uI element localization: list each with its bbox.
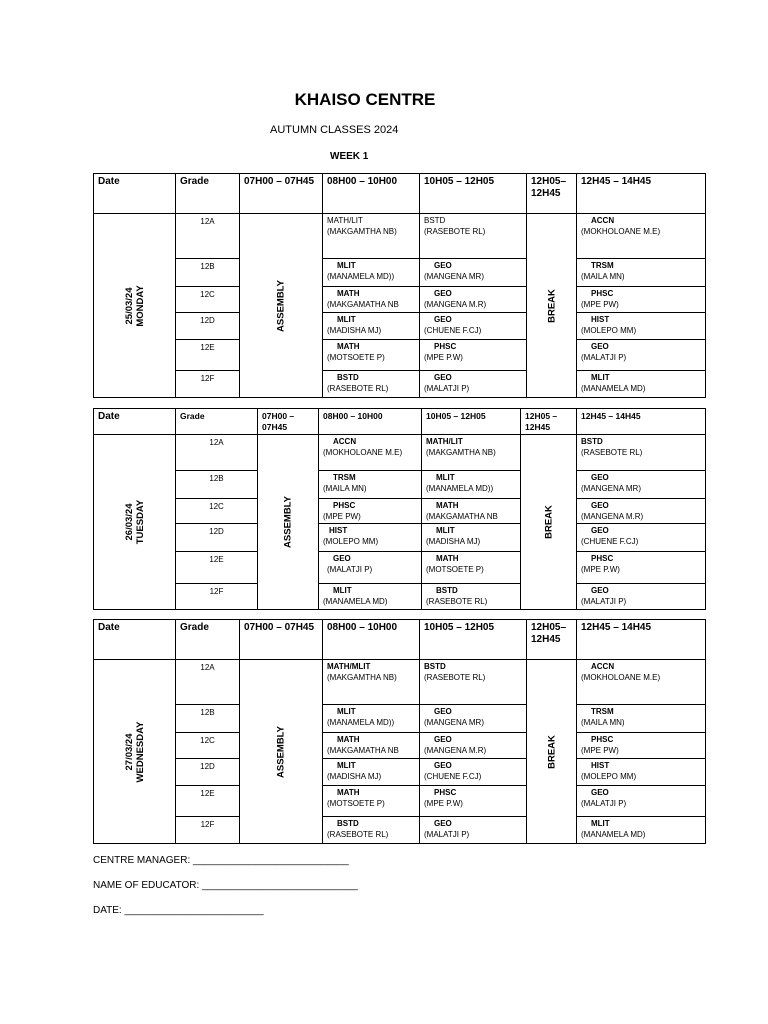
header-date: Date xyxy=(94,620,176,660)
table-row xyxy=(94,214,706,259)
table-row xyxy=(94,313,706,340)
teacher: (MOKHOLOANE M.E) xyxy=(581,673,661,682)
subject: BSTD xyxy=(424,216,446,225)
teacher: (MALATJI P) xyxy=(581,353,627,362)
lesson-cell xyxy=(577,584,706,610)
subject: ACCN xyxy=(333,437,357,446)
day-text: MONDAY xyxy=(134,284,146,327)
teacher: (MADISHA MJ) xyxy=(327,326,382,335)
teacher: (MAILA MN) xyxy=(323,484,367,493)
subject: GEO xyxy=(434,289,452,298)
table-row xyxy=(94,817,706,844)
subject: MLIT xyxy=(337,261,356,270)
header-period-0700: 07H00 – 07H45 xyxy=(240,174,323,214)
grade-cell: 12F xyxy=(176,371,240,398)
break-cell xyxy=(527,214,577,398)
teacher: (RASEBOTE RL) xyxy=(424,673,486,682)
lesson-cell xyxy=(319,435,422,471)
day-text: TUESDAY xyxy=(134,499,146,545)
grade-cell: 12D xyxy=(176,759,240,786)
subject: MLIT xyxy=(436,473,455,482)
subject: TRSM xyxy=(591,707,614,716)
teacher: (MALATJI P) xyxy=(581,597,627,606)
teacher: (RASEBOTE RL) xyxy=(424,227,486,236)
table-row xyxy=(94,371,706,398)
teacher: (MPE PW) xyxy=(581,746,619,755)
break-label: BREAK xyxy=(546,734,557,769)
subject: BSTD xyxy=(337,373,359,382)
grade-cell: 12E xyxy=(176,340,240,371)
break-cell xyxy=(521,435,577,610)
header-date: Date xyxy=(94,174,176,214)
subject: MATH/LIT xyxy=(426,437,463,446)
teacher: (MANAMELA MD)) xyxy=(327,718,395,727)
grade-cell: 12D xyxy=(176,524,258,552)
lesson-cell xyxy=(319,499,422,524)
teacher: (MANGENA MR) xyxy=(424,718,484,727)
educator-name-line: NAME OF EDUCATOR: ____________________________ xyxy=(93,880,358,891)
subject: MATH xyxy=(337,735,360,744)
teacher: (MOTSOETE P) xyxy=(327,353,385,362)
lesson-cell xyxy=(577,499,706,524)
date-cell xyxy=(94,660,176,844)
teacher: (RASEBOTE RL) xyxy=(581,448,643,457)
subject: MLIT xyxy=(337,315,356,324)
teacher: (CHUENE F.CJ) xyxy=(424,326,482,335)
table-row xyxy=(94,435,706,471)
teacher: (MALATJI P) xyxy=(424,830,470,839)
subject: GEO xyxy=(434,261,452,270)
lesson-cell xyxy=(420,786,527,817)
teacher: (MANGENA M.R) xyxy=(424,300,487,309)
grade-cell: 12E xyxy=(176,552,258,584)
lesson-cell xyxy=(422,499,521,524)
subject: GEO xyxy=(591,501,609,510)
subject: MATH/MLIT xyxy=(327,662,371,671)
teacher: (MOLEPO MM) xyxy=(323,537,379,546)
timetable-day-2 xyxy=(93,408,706,610)
header-period-1245: 12H45 – 14H45 xyxy=(577,620,706,660)
header-period-1205: 12H05 – 12H45 xyxy=(521,409,577,435)
date-cell xyxy=(94,214,176,398)
lesson-cell xyxy=(577,371,706,398)
subject: PHSC xyxy=(434,342,457,351)
subject: MLIT xyxy=(337,761,356,770)
subject: HIST xyxy=(591,315,610,324)
teacher: (MOTSOETE P) xyxy=(426,565,484,574)
header-period-1245: 12H45 – 14H45 xyxy=(577,174,706,214)
subject: GEO xyxy=(591,788,609,797)
lesson-cell xyxy=(420,660,527,705)
subject: PHSC xyxy=(591,554,614,563)
teacher: (MPE P.W) xyxy=(424,353,463,362)
assembly-cell xyxy=(240,660,323,844)
lesson-cell xyxy=(323,660,420,705)
header-row xyxy=(94,620,706,660)
page-subtitle: AUTUMN CLASSES 2024 xyxy=(270,124,399,136)
subject: GEO xyxy=(333,554,351,563)
lesson-cell xyxy=(323,340,420,371)
teacher: (RASEBOTE RL) xyxy=(327,384,389,393)
grade-cell: 12B xyxy=(176,259,240,287)
grade-cell: 12A xyxy=(176,214,240,259)
table-row xyxy=(94,660,706,705)
teacher: (MANGENA M.R) xyxy=(424,746,487,755)
subject: GEO xyxy=(434,735,452,744)
header-grade: Grade xyxy=(176,174,240,214)
lesson-cell xyxy=(422,524,521,552)
grade-cell: 12C xyxy=(176,733,240,759)
teacher: (MPE P.W) xyxy=(581,565,620,574)
teacher: (MOKHOLOANE M.E) xyxy=(581,227,661,236)
date-cell xyxy=(94,435,176,610)
lesson-cell xyxy=(323,817,420,844)
teacher: (MALATJI P) xyxy=(581,799,627,808)
grade-cell: 12A xyxy=(176,435,258,471)
lesson-cell xyxy=(323,705,420,733)
lesson-cell xyxy=(420,371,527,398)
header-row xyxy=(94,174,706,214)
subject: GEO xyxy=(591,526,609,535)
subject: MLIT xyxy=(591,819,610,828)
lesson-cell xyxy=(422,435,521,471)
centre-manager-line: CENTRE MANAGER: ____________________________ xyxy=(93,855,349,866)
lesson-cell xyxy=(577,705,706,733)
lesson-cell xyxy=(319,524,422,552)
teacher: (MAKGAMATHA NB xyxy=(327,746,399,755)
assembly-label: ASSEMBLY xyxy=(275,725,287,778)
teacher: (RASEBOTE RL) xyxy=(426,597,488,606)
page-title: KHAISO CENTRE xyxy=(294,90,436,109)
subject: MATH xyxy=(337,788,360,797)
teacher: (MAKGAMTHA NB) xyxy=(327,227,397,236)
lesson-cell xyxy=(577,733,706,759)
day-text: WEDNESDAY xyxy=(134,721,146,782)
lesson-cell xyxy=(420,313,527,340)
lesson-cell xyxy=(420,705,527,733)
teacher: (MADISHA MJ) xyxy=(426,537,481,546)
lesson-cell xyxy=(323,371,420,398)
header-period-0700: 07H00 – 07H45 xyxy=(240,620,323,660)
header-period-1005: 10H05 – 12H05 xyxy=(420,174,527,214)
subject: HIST xyxy=(329,526,348,535)
break-cell xyxy=(527,660,577,844)
teacher: (MOLEPO MM) xyxy=(581,772,637,781)
lesson-cell xyxy=(577,759,706,786)
table-row xyxy=(94,499,706,524)
table-row xyxy=(94,705,706,733)
grade-cell: 12C xyxy=(176,287,240,313)
header-period-0700: 07H00 – 07H45 xyxy=(258,409,319,435)
grade-cell: 12B xyxy=(176,705,240,733)
teacher: (MAILA MN) xyxy=(581,272,625,281)
subject: GEO xyxy=(591,586,609,595)
grade-cell: 12E xyxy=(176,786,240,817)
lesson-cell xyxy=(420,214,527,259)
lesson-cell xyxy=(420,733,527,759)
teacher: (MOLEPO MM) xyxy=(581,326,637,335)
teacher: (MOTSOETE P) xyxy=(327,799,385,808)
subject: BSTD xyxy=(436,586,458,595)
subject: MLIT xyxy=(337,707,356,716)
header-period-0800: 08H00 – 10H00 xyxy=(319,409,422,435)
assembly-label: ASSEMBLY xyxy=(275,279,287,332)
lesson-cell xyxy=(420,259,527,287)
header-date: Date xyxy=(94,409,176,435)
table-row xyxy=(94,759,706,786)
subject: PHSC xyxy=(591,735,614,744)
subject: TRSM xyxy=(333,473,356,482)
date-line: DATE: _________________________ xyxy=(93,905,264,916)
teacher: (MAKGAMTHA NB) xyxy=(327,673,397,682)
lesson-cell xyxy=(323,786,420,817)
lesson-cell xyxy=(577,259,706,287)
subject: GEO xyxy=(591,342,609,351)
teacher: (MANGENA MR) xyxy=(424,272,484,281)
lesson-cell xyxy=(323,313,420,340)
subject: ACCN xyxy=(591,216,615,225)
timetable-day-1 xyxy=(93,173,706,398)
header-period-1005: 10H05 – 12H05 xyxy=(422,409,521,435)
lesson-cell xyxy=(319,584,422,610)
lesson-cell xyxy=(420,340,527,371)
week-label: WEEK 1 xyxy=(330,151,369,162)
subject: PHSC xyxy=(333,501,356,510)
lesson-cell xyxy=(323,759,420,786)
lesson-cell xyxy=(319,552,422,584)
assembly-label: ASSEMBLY xyxy=(282,496,294,548)
grade-cell: 12B xyxy=(176,471,258,499)
subject: MLIT xyxy=(436,526,455,535)
header-period-1205: 12H05– 12H45 xyxy=(527,620,577,660)
teacher: (MAKGAMATHA NB xyxy=(327,300,399,309)
header-period-0800: 08H00 – 10H00 xyxy=(323,620,420,660)
subject: MATH xyxy=(436,554,459,563)
teacher: (MANAMELA MD) xyxy=(581,384,646,393)
teacher: (MALATJI P) xyxy=(327,565,373,574)
table-row xyxy=(94,471,706,499)
lesson-cell xyxy=(577,817,706,844)
lesson-cell xyxy=(577,524,706,552)
teacher: (MALATJI P) xyxy=(424,384,470,393)
subject: ACCN xyxy=(591,662,615,671)
teacher: (MPE PW) xyxy=(581,300,619,309)
assembly-cell xyxy=(258,435,319,610)
header-period-1245: 12H45 – 14H45 xyxy=(577,409,706,435)
subject: PHSC xyxy=(434,788,457,797)
teacher: (MANGENA M.R) xyxy=(581,512,644,521)
table-row xyxy=(94,287,706,313)
header-period-1005: 10H05 – 12H05 xyxy=(420,620,527,660)
subject: HIST xyxy=(591,761,610,770)
lesson-cell xyxy=(420,759,527,786)
table-row xyxy=(94,786,706,817)
subject: PHSC xyxy=(591,289,614,298)
header-grade: Grade xyxy=(176,409,258,435)
date-text: 25/03/24 xyxy=(123,287,135,324)
lesson-cell xyxy=(577,471,706,499)
lesson-cell xyxy=(420,287,527,313)
teacher: (MAKGAMATHA NB xyxy=(426,512,498,521)
table-row xyxy=(94,552,706,584)
lesson-cell xyxy=(422,584,521,610)
teacher: (MAKGAMTHA NB) xyxy=(426,448,496,457)
assembly-cell xyxy=(240,214,323,398)
lesson-cell xyxy=(422,552,521,584)
subject: GEO xyxy=(434,819,452,828)
lesson-cell xyxy=(323,214,420,259)
lesson-cell xyxy=(323,287,420,313)
teacher: (CHUENE F.CJ) xyxy=(424,772,482,781)
header-period-1205: 12H05– 12H45 xyxy=(527,174,577,214)
teacher: (MPE P.W) xyxy=(424,799,463,808)
teacher: (MOKHOLOANE M.E) xyxy=(323,448,403,457)
lesson-cell xyxy=(323,259,420,287)
teacher: (MANAMELA MD) xyxy=(581,830,646,839)
table-row xyxy=(94,524,706,552)
subject: MATH xyxy=(436,501,459,510)
break-label: BREAK xyxy=(546,288,557,323)
date-text: 27/03/24 xyxy=(123,733,135,770)
teacher: (CHUENE F.CJ) xyxy=(581,537,639,546)
subject: TRSM xyxy=(591,261,614,270)
teacher: (MPE PW) xyxy=(323,512,361,521)
lesson-cell xyxy=(420,817,527,844)
teacher: (RASEBOTE RL) xyxy=(327,830,389,839)
break-label: BREAK xyxy=(543,505,554,539)
grade-cell: 12A xyxy=(176,660,240,705)
grade-cell: 12F xyxy=(176,584,258,610)
date-text: 26/03/24 xyxy=(123,503,135,541)
table-row xyxy=(94,733,706,759)
teacher: (MANAMELA MD)) xyxy=(327,272,395,281)
subject: BSTD xyxy=(581,437,603,446)
subject: BSTD xyxy=(424,662,446,671)
subject: MLIT xyxy=(591,373,610,382)
timetable-day-3 xyxy=(93,619,706,844)
table-row xyxy=(94,259,706,287)
grade-cell: 12C xyxy=(176,499,258,524)
teacher: (MANGENA MR) xyxy=(581,484,641,493)
subject: GEO xyxy=(434,315,452,324)
subject: MATH xyxy=(337,342,360,351)
subject: GEO xyxy=(434,707,452,716)
header-period-0800: 08H00 – 10H00 xyxy=(323,174,420,214)
grade-cell: 12D xyxy=(176,313,240,340)
header-grade: Grade xyxy=(176,620,240,660)
teacher: (MADISHA MJ) xyxy=(327,772,382,781)
lesson-cell xyxy=(319,471,422,499)
lesson-cell xyxy=(577,552,706,584)
header-row xyxy=(94,409,706,435)
lesson-cell xyxy=(577,313,706,340)
subject: GEO xyxy=(591,473,609,482)
lesson-cell xyxy=(577,786,706,817)
teacher: (MAILA MN) xyxy=(581,718,625,727)
lesson-cell xyxy=(577,340,706,371)
grade-cell: 12F xyxy=(176,817,240,844)
lesson-cell xyxy=(577,287,706,313)
table-row xyxy=(94,340,706,371)
subject: MATH xyxy=(337,289,360,298)
subject: MLIT xyxy=(333,586,352,595)
teacher: (MANAMELA MD) xyxy=(323,597,388,606)
lesson-cell xyxy=(577,435,706,471)
subject: BSTD xyxy=(337,819,359,828)
subject: GEO xyxy=(434,373,452,382)
lesson-cell xyxy=(577,214,706,259)
table-row xyxy=(94,584,706,610)
lesson-cell xyxy=(577,660,706,705)
subject: GEO xyxy=(434,761,452,770)
lesson-cell xyxy=(323,733,420,759)
subject: MATH/LIT xyxy=(327,216,363,225)
lesson-cell xyxy=(422,471,521,499)
teacher: (MANAMELA MD)) xyxy=(426,484,494,493)
